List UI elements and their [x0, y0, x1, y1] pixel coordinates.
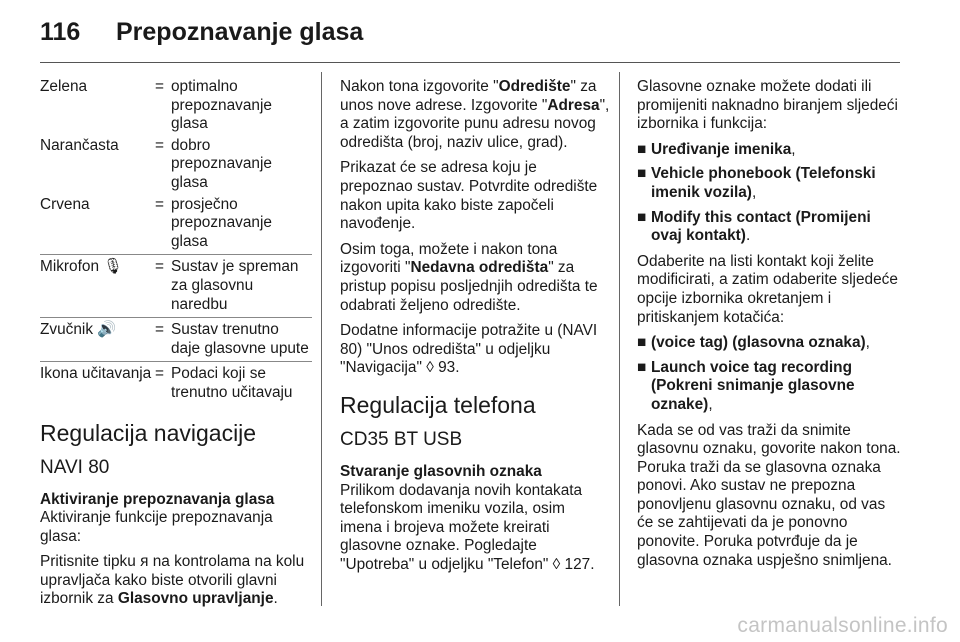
voice-button-icon: ᴙ [140, 553, 149, 571]
table-row [40, 78, 312, 137]
table-desc: Podaci koji se trenutno učitavaju [171, 362, 312, 406]
list-item: ■ Launch voice tag recording (Pokreni snimanje glasovne oznake), [637, 358, 855, 413]
watermark: carmanualsonline.info [737, 614, 948, 637]
table-row [40, 196, 312, 255]
table-term: Narančasta [40, 136, 119, 154]
list-item: ■ Modify this contact (Promijeni ovaj kontakt). [637, 208, 871, 245]
paragraph: Nakon tona izgovorite "Odredište" za unos nove adrese. Izgovorite "Adresa", a zatim izgovorite punu adresu novog odredišta (broj, naziv ulice, grad). [340, 78, 610, 151]
paragraph: Dodatne informacije potražite u (NAVI 80) "Unos odredišta" u odjeljku "Navigacija" ◊ 93. [340, 322, 598, 377]
table-eq: = [155, 136, 164, 154]
table-desc: optimalno prepoznavanje glasa [171, 78, 272, 133]
list-item: ■ Vehicle phonebook (Telefonski imenik vozila), [637, 165, 876, 201]
list-item: ■ Uređivanje imenika, [637, 140, 796, 158]
section-heading: Regulacija telefona [340, 391, 536, 418]
paragraph: Pritisnite tipku ᴙ na kontrolama na kolu upravljača kako biste otvorili glavni izbornik za Glasovno upravljanje. [40, 553, 305, 608]
bullet-icon: ■ [637, 165, 647, 183]
table-eq: = [155, 78, 164, 95]
column-divider [619, 72, 620, 606]
paragraph: Glasovne oznake možete dodati ili promijeniti naknadno biranjem sljedeći izbornika i funkcija: [637, 78, 898, 133]
paragraph: Prilikom dodavanja novih kontakata telefonskom imeniku vozila, osim imena i brojeva možete kreirati glasovne oznake. Pogledajte "Upotreba" u odjeljku "Telefon" ◊ 127. [340, 481, 595, 573]
table-term: Zelena [40, 78, 88, 95]
table-eq: = [155, 362, 171, 406]
paragraph: Kada se od vas traži da snimite glasovnu oznaku, govorite nakon tona. Poruka traži da se glasovna oznaka ponovi. Ako sustav ne prepozna ponovljenu glasovnu oznaku, od vas će se zahtijevati da je ponovno ponovite. Poruka potvrđuje da je glasovna oznaka uspješno snimljena. [637, 421, 901, 569]
speaker-icon: 🔊 [97, 321, 117, 339]
table-term: Zvučnik 🔊 [40, 318, 155, 362]
paragraph: Osim toga, možete i nakon tona izgovoriti "Nedavna odredišta" za pristup popisu posljednjih odredišta te odabrati željeno odredište. [340, 240, 598, 314]
table-desc: prosječno prepoznavanje glasa [171, 195, 272, 250]
table-row [40, 318, 312, 362]
table-term: Ikona učitavanja [40, 362, 155, 406]
bullet-icon: ■ [637, 140, 647, 158]
table-row [40, 137, 312, 196]
table-eq: = [155, 318, 171, 362]
column-left [40, 78, 312, 616]
bullet-icon: ■ [637, 208, 647, 226]
column-middle [340, 78, 610, 581]
list-item: ■ (voice tag) (glasovna oznaka), [637, 334, 870, 352]
table-term: Crvena [40, 195, 90, 213]
bullet-icon: ■ [637, 334, 647, 352]
column-divider [321, 72, 322, 606]
table-row [40, 255, 312, 318]
microphone-icon: 🎙 [103, 258, 123, 276]
page-header [40, 18, 920, 58]
status-table [40, 78, 312, 406]
paragraph: Prikazat će se adresa koju je prepoznao sustav. Potvrdite odredište nakon upita kako biste započeli navođenje. [340, 159, 598, 233]
bullet-icon: ■ [637, 358, 647, 376]
paragraph: Aktiviranje funkcije prepoznavanja glasa: [40, 509, 273, 545]
paragraph: Odaberite na listi kontakt koji želite modificirati, a zatim odaberite sljedeće opcije izbornika okretanjem i pritiskanjem kotačića: [637, 252, 898, 326]
bold-heading: Stvaranje glasovnih oznaka [340, 462, 542, 480]
table-term: Mikrofon 🎙 [40, 255, 155, 318]
column-right [637, 78, 905, 577]
table-desc: Sustav trenutno daje glasovne upute [171, 318, 312, 362]
section-heading: Regulacija navigacije [40, 419, 257, 446]
page-number: 116 [40, 18, 81, 46]
sub-heading: NAVI 80 [40, 456, 110, 478]
page-title: Prepoznavanje glasa [116, 18, 364, 46]
table-eq: = [155, 255, 171, 318]
header-divider [40, 62, 900, 63]
table-row [40, 362, 312, 406]
menu-list [637, 141, 905, 246]
table-desc: dobro prepoznavanje glasa [171, 136, 272, 191]
menu-list [637, 334, 905, 414]
bold-heading: Aktiviranje prepoznavanja glasa [40, 490, 275, 508]
table-eq: = [155, 195, 164, 213]
sub-heading: CD35 BT USB [340, 428, 463, 450]
table-desc: Sustav je spreman za glasovnu naredbu [171, 255, 312, 318]
